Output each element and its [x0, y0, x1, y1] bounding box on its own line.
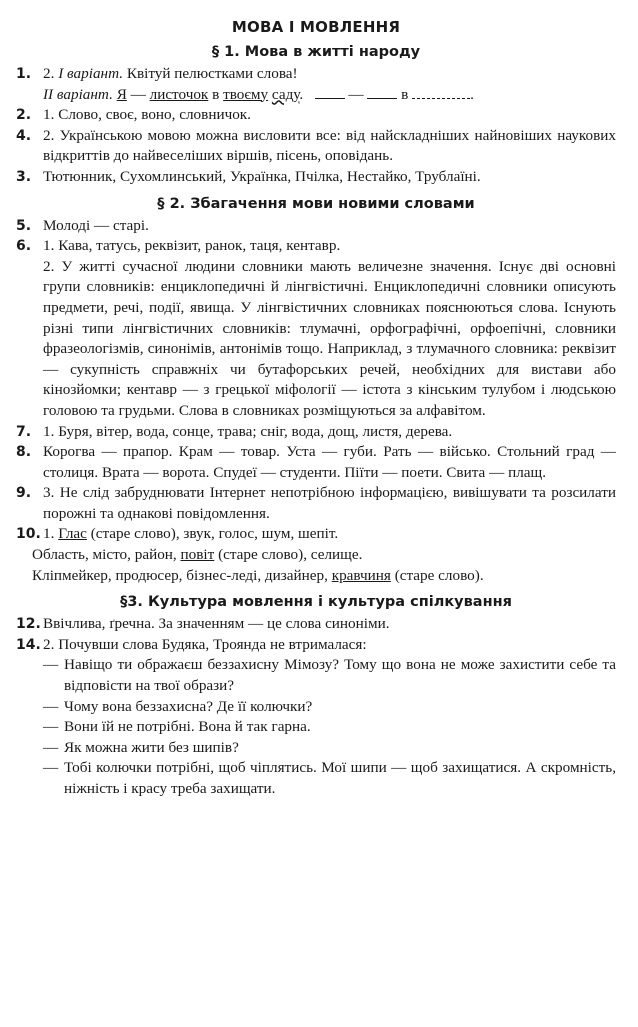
- dialog-line: [16, 697, 616, 718]
- dialog-line: [16, 655, 616, 696]
- answer-10-line-3: [16, 566, 616, 587]
- answer-text: 2.: [43, 65, 59, 82]
- answer-number: 4.: [16, 127, 32, 144]
- underlined-word: кравчиня: [331, 566, 391, 584]
- dialog-text: Тобі колючки потрібні, щоб чіплятись. Мої шипи — щоб захищатися. А скромність, ніжність і красу треба захищати.: [64, 759, 616, 797]
- section-1-heading: § 1. Мова в житті народу: [211, 44, 421, 60]
- dialog-line: [16, 738, 616, 759]
- answer-text: Область, місто, район,: [32, 546, 181, 564]
- answer-1-variant-2: ІІ варіант. Я — листочок в твоєму саду. — в .: [43, 85, 474, 103]
- underlined-word: Я: [116, 85, 127, 103]
- dialog-dash: —: [43, 759, 59, 777]
- answer-text: Квітуй пелюстками слова!: [123, 65, 298, 82]
- answer-text: Корогва — прапор. Крам — товар. Уста — губи. Рать — військо. Стольний град — столиця. Врата — ворота. Спудеї — студенти. Піїти — поети. Свита — плащ.: [43, 443, 616, 481]
- answer-text: Тютюнник, Сухомлинський, Українка, Пчілка, Нестайко, Трублаїні.: [43, 167, 481, 185]
- dialog-dash: —: [43, 656, 59, 674]
- underlined-word: твоєму: [223, 85, 269, 103]
- answer-number: 5.: [16, 217, 32, 234]
- answer-1: [16, 64, 616, 85]
- answer-8: [16, 442, 616, 483]
- dialog-text: Чому вона беззахисна? Де її колючки?: [64, 697, 313, 715]
- answer-3: [16, 167, 616, 188]
- answer-number: 12.: [16, 616, 41, 633]
- answer-text: (старе слово), селище.: [214, 546, 363, 564]
- dialog-text: Вони їй не потрібні. Вона й так гарна.: [64, 718, 311, 736]
- underlined-word: повіт: [180, 546, 215, 564]
- answer-number: 7.: [16, 423, 32, 440]
- answer-text: 1. Слово, своє, воно, словничок.: [43, 106, 251, 124]
- dialog-line: [16, 717, 616, 738]
- section-2-heading: § 2. Збагачення мови новими словами: [157, 195, 475, 212]
- answer-text: Кліпмейкер, продюсер, бізнес-леді, дизайнер,: [32, 566, 332, 584]
- underlined-word: листочок: [149, 85, 209, 103]
- answer-number: 9.: [16, 485, 32, 502]
- answer-text: 1. Кава, татусь, реквізит, ранок, таця, кентавр.: [43, 237, 341, 255]
- variant-label: І варіант.: [58, 65, 124, 82]
- scheme-blank: [412, 86, 470, 99]
- answer-6-part-2: [16, 257, 616, 422]
- answer-12: [16, 614, 616, 635]
- underlined-word: саду: [271, 85, 300, 103]
- answer-5: [16, 216, 616, 237]
- page-title: МОВА І МОВЛЕННЯ: [231, 18, 401, 36]
- answer-number: 3.: [16, 168, 32, 185]
- answer-text: 1. Буря, вітер, вода, сонце, трава; сніг, вода, дощ, листя, дерева.: [43, 422, 453, 440]
- variant-label: ІІ варіант.: [43, 85, 113, 103]
- answer-number: 14.: [16, 636, 41, 653]
- answer-number: 1.: [16, 66, 32, 82]
- dialog-line: [16, 758, 616, 799]
- answer-text: (старе слово), звук, голос, шум, шепіт.: [86, 525, 339, 543]
- answer-10: [16, 524, 616, 545]
- scheme-blank: [367, 86, 397, 99]
- dialog-dash: —: [43, 718, 59, 736]
- scheme-dash: —: [348, 85, 364, 103]
- scheme-blank: [315, 86, 345, 99]
- answer-text: 2. Почувши слова Будяка, Троянда не втрималася:: [43, 635, 367, 653]
- answer-number: 10.: [16, 526, 41, 543]
- answer-6: [16, 236, 616, 257]
- underlined-word: Глас: [58, 525, 87, 543]
- answer-text: Ввічлива, ґречна. За значенням — це слова синоніми.: [43, 615, 390, 633]
- answer-number: 2.: [16, 107, 32, 124]
- sentence-part: .: [299, 85, 304, 103]
- answer-number: 8.: [16, 444, 32, 461]
- answer-text: 2. У житті сучасної людини словники мають величезне значення. Існує дві основні групи словників: енциклопедичні й лінгвістичні. Енциклопедичні словники описують предмети, речі, події, явища. У лінгвістичних словниках пояснюються слова. Існують різні типи лінгвістичних словників: тлумачні, орфографічні, орфоепічні, словники фразеологізмів, синонімів, антонімів тощо. Наприклад, з тлумачного словника: реквізит — сукупність справжніх чи бутафорських речей, необхідних для вистави або кінозйомки; кентавр — з грецької міфології — істота з кінським тулубом і людською головою та грудьми. Слова в словниках розміщуються за алфавітом.: [43, 257, 616, 419]
- answer-text: Молоді — старі.: [43, 216, 149, 234]
- answer-4: [16, 126, 616, 167]
- dialog-text: Як можна жити без шипів?: [64, 738, 239, 756]
- dialog-text: Навіщо ти ображаєш беззахисну Мімозу? Тому що вона не може захистити себе та відповісти на твої образи?: [64, 656, 616, 695]
- answer-text: (старе слово).: [390, 566, 484, 584]
- answer-number: 6.: [16, 238, 32, 255]
- answer-9: [16, 483, 616, 524]
- answer-text: 1.: [43, 525, 59, 543]
- dialog-dash: —: [43, 697, 59, 715]
- answer-text: 3. Не слід забруднювати Інтернет непотрібною інформацією, вивішувати та розсилати порожні та однакові повідомлення.: [43, 484, 616, 522]
- sentence-part: в: [208, 85, 224, 103]
- section-3-heading: §3. Культура мовлення і культура спілкування: [120, 594, 512, 611]
- answer-text: 2. Українською мовою можна висловити все: від найскладніших найновіших наукових відкриттів до найвеселіших віршів, пісень, оповідань.: [43, 126, 616, 165]
- answer-14: [16, 635, 616, 656]
- answer-2: [16, 105, 616, 126]
- scheme-word: в: [401, 85, 409, 103]
- answer-7: [16, 422, 616, 443]
- sentence-part: —: [126, 85, 150, 103]
- answer-10-line-2: [16, 545, 616, 566]
- dialog-dash: —: [43, 738, 59, 756]
